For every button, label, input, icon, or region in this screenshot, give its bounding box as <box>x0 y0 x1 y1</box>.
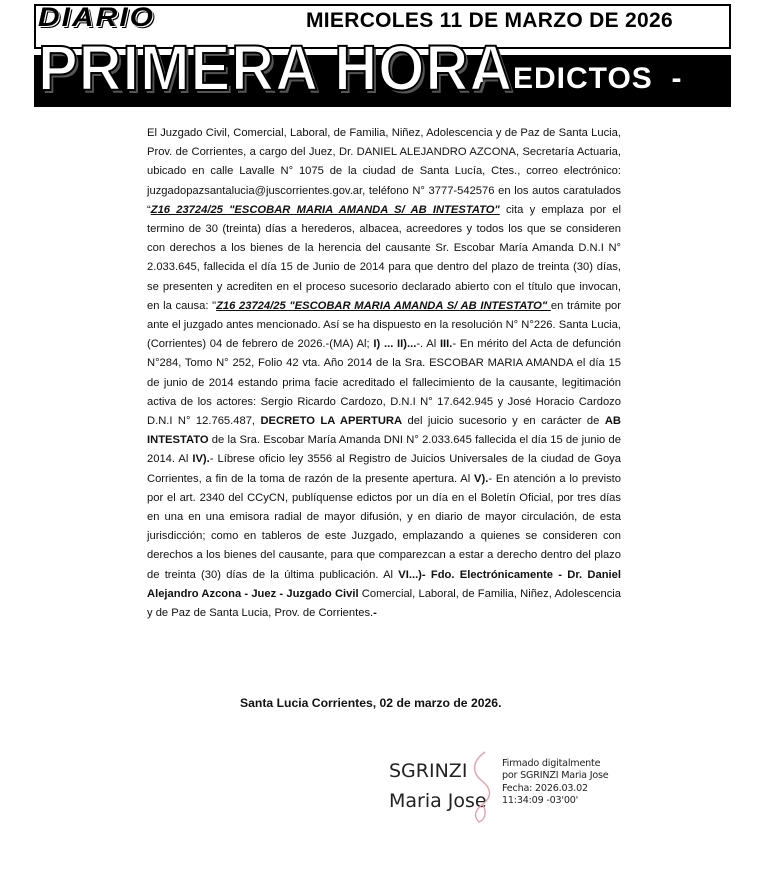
edict-bold: DECRETO LA APERTURA <box>260 415 403 428</box>
edict-bold: AB INTESTATO <box>147 415 621 447</box>
edict-text: Comercial, Laboral, de Familia, Niñez, Adolescencia y de Paz de Santa Lucia, Prov. de Corrientes. <box>147 587 621 620</box>
place-date: Santa Lucia Corrientes, 02 de marzo de 2026. <box>240 696 502 710</box>
signature-info-line: Firmado digitalmente <box>502 758 601 769</box>
newspaper-header <box>34 4 731 106</box>
edict-bold: V). <box>474 472 489 485</box>
edict-text: - En mérito del Acta de defunción N°284, Tomo N° 252, Folio 42 vta. Año 2014 de la Sra. ESCOBAR MARIA AMANDA el día 15 de junio de 2014 estando prima facie acreditado el fallecimiento de la causante, legitimación activa de los actores: Sergio Ricardo Cardozo, D.N.I N° 17.642.945 y José Horacio Cardozo D.N.I N° 12.765.487, <box>147 338 621 428</box>
issue-date: MIERCOLES 11 DE MARZO DE 2026 <box>306 9 673 32</box>
case-caption: Z16 23724/25 "ESCOBAR MARIA AMANDA S/ AB INTESTATO" <box>216 299 551 312</box>
edict-paragraph <box>147 124 621 623</box>
edict-body <box>147 124 621 623</box>
signature-mark-icon <box>463 750 503 824</box>
edict-text: -. Al <box>416 338 440 351</box>
edict-bold: VI...)- Fdo. Electrónicamente - Dr. Daniel Alejandro Azcona - Juez - Juzgado Civil <box>147 568 621 600</box>
digital-signature-info <box>502 758 609 808</box>
edict-text: - Líbrese oficio ley 3556 al Registro de Juicios Universales de la ciudad de Goya Corrientes, a fin de la toma de razón de la presente apertura. Al <box>147 453 621 485</box>
signature-name-line: SGRINZI <box>389 760 468 782</box>
signature-name-line: Maria Jose <box>389 790 487 812</box>
edict-bold: I) ... II)... <box>373 338 417 351</box>
case-caption: Z16 23724/25 "ESCOBAR MARIA AMANDA S/ AB INTESTATO" <box>150 203 500 216</box>
edict-text: cita y emplaza por el termino de 30 (treinta) días a herederos, albacea, acreedores y todos los que se consideren con derechos a los bienes de la herencia del causante Sr. Escobar María Amanda D.N.I N° 2.033.645, fallecida el día 15 de Junio de 2014 para que dentro del plazo de treinta (30) días, se presenten y acrediten en el proceso sucesorio declarado abierto con el título que invocan, en la causa: " <box>147 203 621 312</box>
section-title: - EDICTOS - <box>474 62 683 95</box>
signature-info-line: Fecha: 2026.03.02 <box>502 782 588 794</box>
edict-bold: III. <box>439 338 453 351</box>
edict-text: del juicio sucesorio y en carácter de <box>402 415 605 428</box>
edict-text: en trámite por ante el juzgado antes mencionado. Así se ha dispuesto en la resolución N° N°226. Santa Lucia, (Corrientes) 04 de febrero de 2026.-(MA) Al; <box>147 299 621 351</box>
logo-diario: DIARIO <box>38 2 155 33</box>
edict-text: de la Sra. Escobar María Amanda DNI N° 2.033.645 fallecida el día 15 de junio de 2014. Al <box>147 434 621 466</box>
edict-bold: - <box>373 607 377 620</box>
edict-text: - En atención a lo previsto por el art. 2340 del CCyCN, publíquense edictos por un día en el Boletín Oficial, por tres días en una en una emisora radial de mayor difusión, y en diario de mayor circulación, de esta jurisdicción; como en tableros de este Juzgado, emplazando a quienes se consideren con derechos a los bienes del causante, para que comparezcan a estar a derecho dentro del plazo de treinta (30) días de la última publicación. Al <box>147 472 621 581</box>
signature-info-line: 11:34:09 -03'00' <box>502 795 579 807</box>
edict-bold: IV). <box>192 453 210 466</box>
logo-primera-hora: PRIMERA HORA <box>38 32 514 104</box>
signature-info-line: por SGRINZI Maria Jose <box>502 770 609 782</box>
edict-text: El Juzgado Civil, Comercial, Laboral, de Familia, Niñez, Adolescencia y de Paz de Santa Lucia, Prov. de Corrientes, a cargo del Juez, Dr. DANIEL ALEJANDRO AZCONA, Secretaría Actuaria, ubicado en calle Lavalle N° 1075 de la ciudad de Santa Lucía, Ctes., correo electrónico: juzgadopazsantalucia@juscorrientes.gov.ar, teléfono N° 3777-542576 en los autos caratulados “ <box>147 127 621 216</box>
